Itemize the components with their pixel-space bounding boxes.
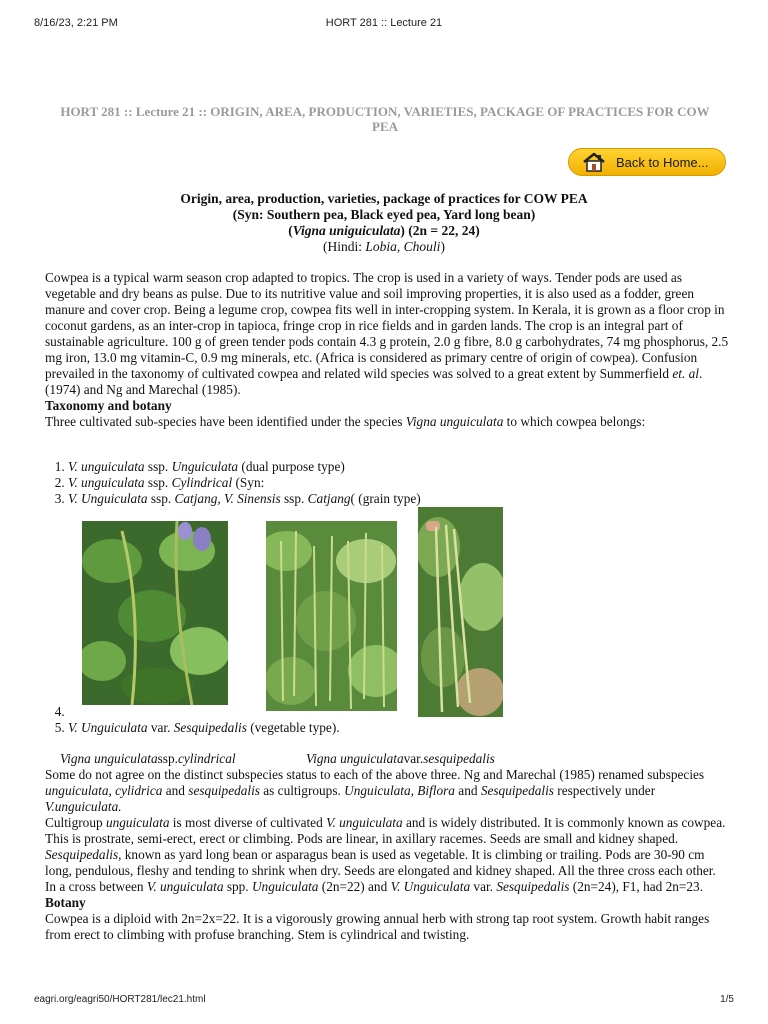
text-run: respectively under <box>553 783 656 798</box>
text-run: and <box>162 783 189 798</box>
text-run: V. unguiculata <box>146 879 224 894</box>
text-run: is most diverse of cultivated <box>169 815 327 830</box>
text-run: V. unguiculata <box>326 815 403 830</box>
title-line-3-rest: ) (2n = 22, 24) <box>400 223 480 238</box>
text-run: Unguiculata <box>251 879 319 894</box>
list-item <box>68 491 728 507</box>
list-item-part: ssp. <box>144 475 172 490</box>
text-run: var. <box>470 879 497 894</box>
page-title <box>30 191 738 255</box>
list-item-part: ssp. <box>280 491 308 506</box>
list-item-part: V. Unguiculata <box>68 491 148 506</box>
list-item-part: Catjang <box>307 491 351 506</box>
subspecies-list-continued <box>45 704 728 736</box>
taxonomy-intro-end: to which cowpea belongs: <box>503 414 646 429</box>
text-run: V. Unguiculata <box>390 879 471 894</box>
title-line-2: (Syn: Southern pea, Black eyed pea, Yard long bean) <box>232 207 536 222</box>
taxonomy-heading: Taxonomy and botany <box>45 398 172 413</box>
caption-cylindrical <box>60 751 306 767</box>
back-to-home-button[interactable] <box>568 148 726 176</box>
text-run: known as yard long bean or asparagus bean is used as vegetable. It is climbing or trailing. Pods are 30-90 cm long, pendulous, fleshy and tending to shrink when dry. Seeds are elongated and kidney shaped. All the three cross each other. In a cross between <box>45 847 716 894</box>
text-run: spp. <box>223 879 252 894</box>
photo-captions <box>60 751 495 767</box>
print-datetime: 8/16/23, 2:21 PM <box>34 17 118 29</box>
list-item-part: V. unguiculata <box>68 475 145 490</box>
text-run: unguiculata <box>105 815 170 830</box>
taxonomy-intro-species: Vigna unguiculata <box>405 414 504 429</box>
intro-section <box>45 270 729 430</box>
print-page-count: 1/5 <box>720 994 734 1005</box>
text-run: as cultigroups. <box>259 783 345 798</box>
body-section <box>45 767 729 943</box>
text-run: V.unguiculata. <box>45 799 122 814</box>
text-run: and is widely distributed. It is commonly known as cowpea. This is prostrate, semi-erect, erect or climbing. Pods are linear, in axillary racemes. Seeds are small and kidney shaped. <box>45 815 726 846</box>
title-line-4-close: ) <box>440 239 445 254</box>
print-page-title: HORT 281 :: Lecture 21 <box>325 17 443 29</box>
unguiculata-paragraph <box>45 815 729 847</box>
list-item-part: ssp. <box>144 459 172 474</box>
list-item <box>68 704 728 720</box>
text-run: and <box>454 783 481 798</box>
text-run: Sesquipedalis <box>480 783 554 798</box>
title-line-1: Origin, area, production, varieties, package of practices for COW PEA <box>180 191 588 206</box>
list-item-part: ( (grain type) <box>350 491 421 506</box>
list-item-part: ssp. <box>147 491 175 506</box>
botany-heading: Botany <box>45 895 86 910</box>
caption-part: sesquipedalis <box>423 751 495 766</box>
sesquipedalis-paragraph <box>45 847 729 895</box>
list-item-part: (Syn: <box>232 475 265 490</box>
list-item-part: var. <box>147 720 174 735</box>
list-item-part: Catjang, V. Sinensis <box>174 491 281 506</box>
list-item-part: (dual purpose type) <box>238 459 345 474</box>
text-run: sesquipedalis <box>188 783 260 798</box>
photo-cowpea-sesquipedalis <box>266 521 397 711</box>
photo-yard-long-bean <box>418 507 503 717</box>
botany-paragraph: Cowpea is a diploid with 2n=2x=22. It is a vigorously growing annual herb with strong tap root system. Growth habit ranges from erect to climbing with profuse branching. Stem is cylindrical and twisting. <box>45 911 710 942</box>
text-run: (2n=24), F1, had 2n=23. <box>569 879 704 894</box>
title-line-4-open: (Hindi: <box>323 239 366 254</box>
subspecies-list <box>45 459 728 507</box>
lecture-subtitle: HORT 281 :: Lecture 21 :: ORIGIN, AREA, PRODUCTION, VARIETIES, PACKAGE OF PRACTICES FOR COW PEA <box>60 104 710 134</box>
intro-paragraph <box>45 270 729 398</box>
intro-et-al: et. al <box>672 366 699 381</box>
caption-part: Vigna unguiculata <box>60 751 158 766</box>
taxonomy-intro <box>45 414 729 430</box>
list-item-part: Unguiculata <box>171 459 239 474</box>
text-run: Sesquipedalis <box>496 879 570 894</box>
photo-cowpea-cylindrical <box>82 521 228 705</box>
caption-part: Vigna unguiculata <box>306 751 404 766</box>
list-item-part: Sesquipedalis <box>173 720 247 735</box>
list-item <box>68 475 728 491</box>
text-run: Some do not agree on the distinct subspecies status to each of the above three. Ng and Marechal (1985) renamed subspecies <box>45 767 705 782</box>
list-item-part: V. unguiculata <box>68 459 145 474</box>
caption-sesquipedalis <box>306 751 495 767</box>
taxonomy-intro-start: Three cultivated sub-species have been identified under the species <box>45 414 406 429</box>
cultigroups-paragraph <box>45 767 729 815</box>
list-item-part: V. Unguiculata <box>68 720 148 735</box>
home-icon <box>582 152 606 172</box>
list-item <box>68 459 728 475</box>
list-item-part: (vegetable type). <box>246 720 340 735</box>
intro-text-end: . (1974) and Ng and Marechal (1985). <box>45 366 703 397</box>
title-line-3-open: ( <box>288 223 293 238</box>
text-run: (2n=22) and <box>318 879 391 894</box>
print-url: eagri.org/eagri50/HORT281/lec21.html <box>34 994 206 1005</box>
title-hindi-names: Lobia, Chouli <box>365 239 441 254</box>
list-item-part: Cylindrical <box>171 475 233 490</box>
caption-part: cylindrical <box>177 751 236 766</box>
caption-part: ssp. <box>157 751 178 766</box>
text-run: Cultigroup <box>45 815 106 830</box>
text-run: Sesquipedalis, <box>45 847 122 862</box>
back-to-home-label: Back to Home... <box>616 154 709 170</box>
caption-part: var. <box>403 751 424 766</box>
text-run: Unguiculata, Biflora <box>344 783 455 798</box>
intro-text: Cowpea is a typical warm season crop adapted to tropics. The crop is used in a variety of ways. Tender pods are used as vegetable and dry beans as pulse. Due to its nutritive value and soil improving properties, it is also used as a fodder, green manure and cover crop. Being a legume crop, cowpea fits well in inter-cropping system. In Kerala, it is grown as a floor crop in coconut gardens, as an inter-crop in tapioca, fringe crop in rice fields and in garden lands. The crop is an integral part of sustainable agriculture. 100 g of green tender pods contain 4.3 g protein, 2.0 g fibre, 8.0 g carbohydrates, 74 mg phosphorus, 2.5 mg iron, 13.0 mg vitamin-C, 0.9 mg minerals, etc. (Africa is considered as primary centre of origin of cowpea). Confusion prevailed in the taxonomy of cultivated cowpea and related wild species was solved to a great extent by Summerfield <box>45 270 729 381</box>
list-item <box>68 720 728 736</box>
text-run: unguiculata, cylidrica <box>45 783 163 798</box>
title-species: Vigna uniguiculata <box>292 223 401 238</box>
